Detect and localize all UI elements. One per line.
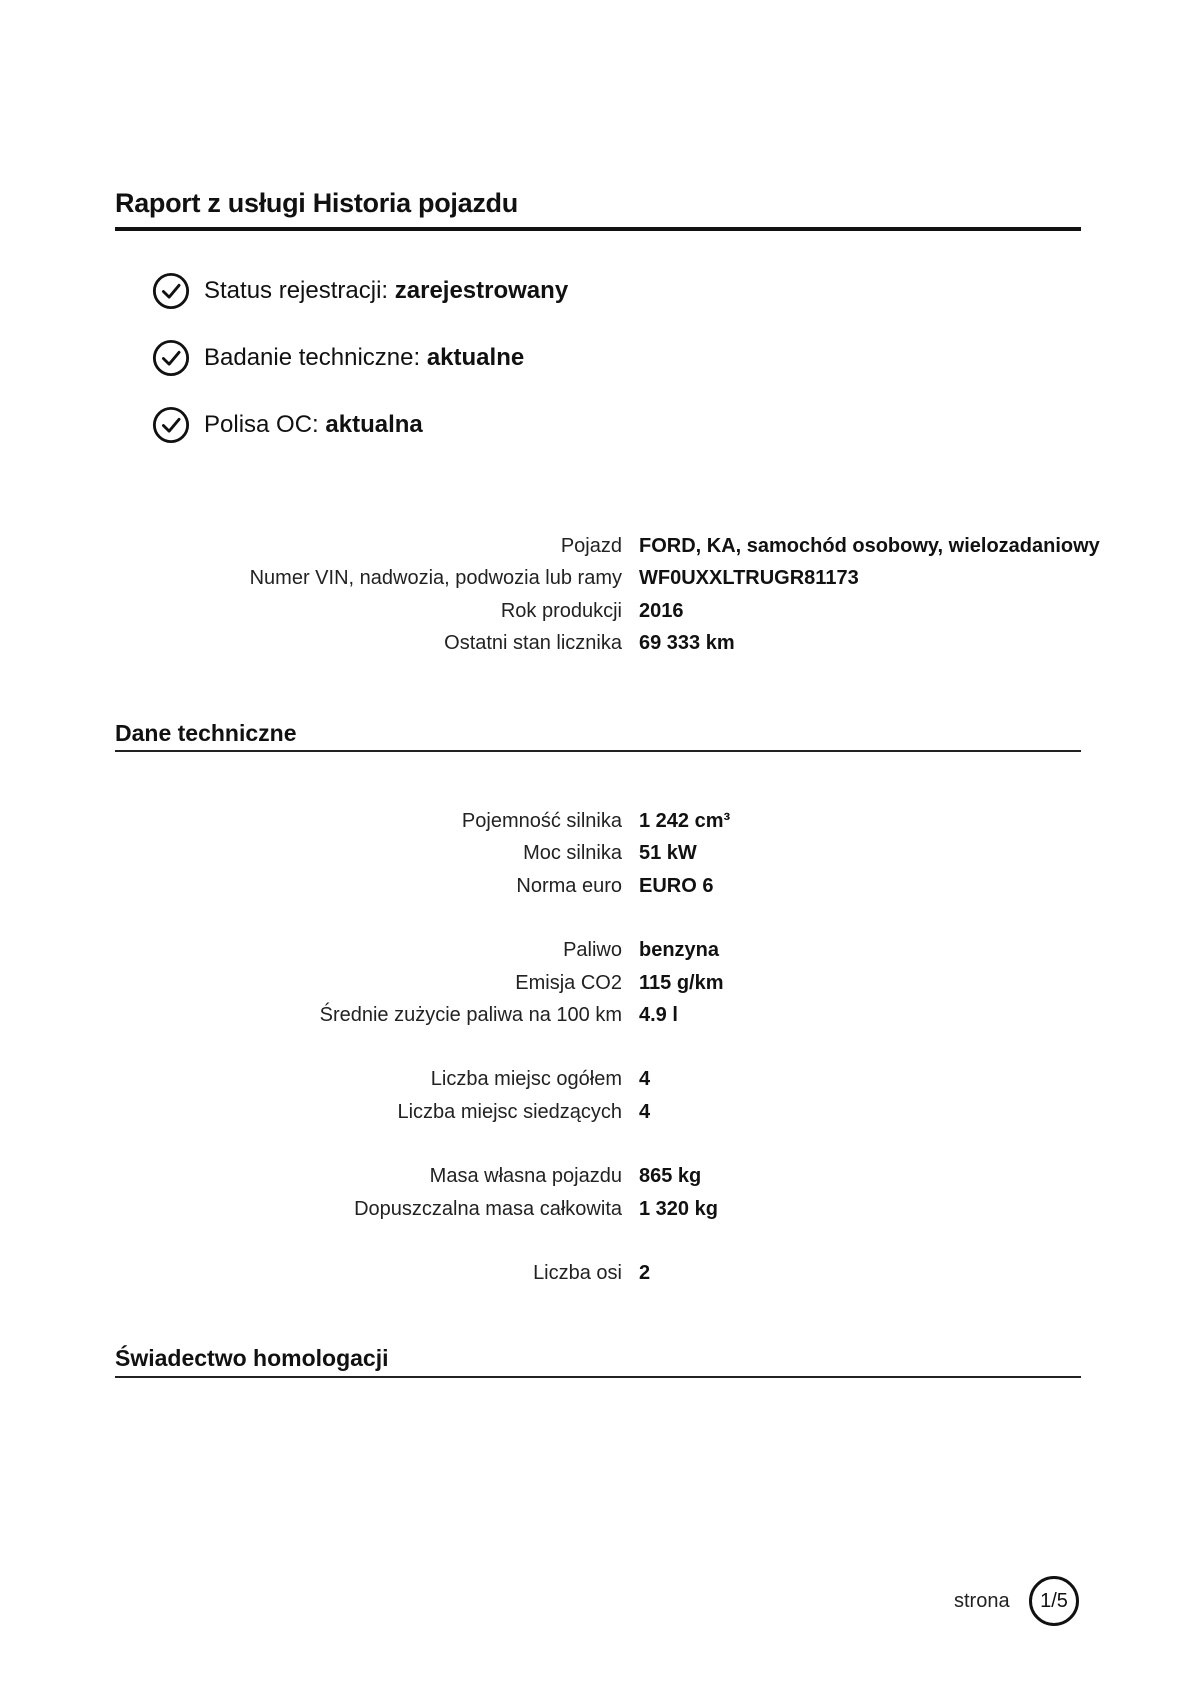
kv-label: Liczba osi (533, 1261, 622, 1284)
kv-row (0, 1063, 1190, 1095)
kv-row (0, 934, 1190, 966)
kv-value: 2 (639, 1261, 651, 1284)
kv-label: Emisja CO2 (515, 971, 622, 994)
kv-value: FORD, KA, samochód osobowy, wielozadaniowy (639, 535, 1100, 557)
kv-value: 4 (639, 1100, 651, 1123)
kv-row (0, 1257, 1190, 1289)
section-title-homologation: Świadectwo homologacji (115, 1345, 389, 1371)
title-divider (115, 227, 1081, 231)
status-list (152, 270, 568, 471)
status-insurance (152, 404, 568, 446)
status-label: Badanie techniczne: (204, 344, 421, 371)
kv-row (0, 870, 1190, 902)
kv-value: 1 320 kg (639, 1197, 718, 1220)
kv-label: Liczba miejsc siedzących (397, 1100, 622, 1123)
kv-value: 865 kg (639, 1165, 702, 1188)
kv-value: 115 g/km (639, 971, 724, 994)
status-label: Status rejestracji: (204, 277, 389, 304)
page-number-badge (1029, 1576, 1079, 1626)
report-title: Raport z usługi Historia pojazdu (115, 188, 518, 218)
check-circle-icon (152, 272, 190, 310)
kv-row (0, 562, 1190, 594)
status-value: aktualna (325, 411, 423, 438)
kv-row (0, 999, 1190, 1031)
kv-row (0, 805, 1190, 837)
check-circle-icon (152, 406, 190, 444)
page-number: 1/5 (1040, 1589, 1068, 1612)
kv-label: Rok produkcji (500, 599, 622, 622)
kv-value: 1 242 cm³ (639, 810, 731, 832)
section-divider (115, 750, 1081, 752)
kv-value: 4 (639, 1068, 651, 1091)
kv-label: Norma euro (516, 874, 622, 897)
kv-label: Liczba miejsc ogółem (430, 1068, 622, 1091)
section-divider (115, 1376, 1081, 1378)
kv-label: Pojemność silnika (461, 810, 622, 832)
status-label: Polisa OC: (204, 411, 319, 438)
kv-value: 4.9 l (639, 1003, 678, 1026)
section-title-technical: Dane techniczne (115, 720, 297, 746)
kv-row (0, 530, 1190, 562)
kv-label: Ostatni stan licznika (444, 632, 622, 655)
kv-row (0, 1096, 1190, 1128)
check-circle-icon (152, 339, 190, 377)
kv-value: 2016 (639, 599, 684, 622)
kv-row (0, 595, 1190, 627)
status-value: aktualne (426, 344, 525, 371)
status-inspection (152, 337, 568, 379)
status-value: zarejestrowany (394, 277, 569, 304)
kv-label: Masa własna pojazdu (429, 1165, 622, 1188)
kv-value: 51 kW (639, 842, 697, 865)
kv-value: benzyna (639, 939, 720, 962)
kv-value: 69 333 km (639, 632, 735, 655)
kv-label: Pojazd (560, 535, 622, 557)
kv-row (0, 1160, 1190, 1192)
kv-label: Moc silnika (523, 842, 622, 865)
kv-label: Numer VIN, nadwozia, podwozia lub ramy (249, 567, 622, 590)
status-registration (152, 270, 568, 312)
kv-label: Dopuszczalna masa całkowita (354, 1197, 622, 1220)
vehicle-summary (0, 530, 1190, 660)
page-label: strona (954, 1590, 1010, 1612)
kv-label: Paliwo (563, 939, 622, 962)
kv-row (0, 627, 1190, 659)
kv-row (0, 837, 1190, 869)
kv-row (0, 967, 1190, 999)
kv-row (0, 1193, 1190, 1225)
kv-value: EURO 6 (639, 874, 714, 897)
kv-value: WF0UXXLTRUGR81173 (639, 567, 859, 590)
technical-data (0, 805, 1190, 1289)
kv-label: Średnie zużycie paliwa na 100 km (319, 1003, 622, 1026)
